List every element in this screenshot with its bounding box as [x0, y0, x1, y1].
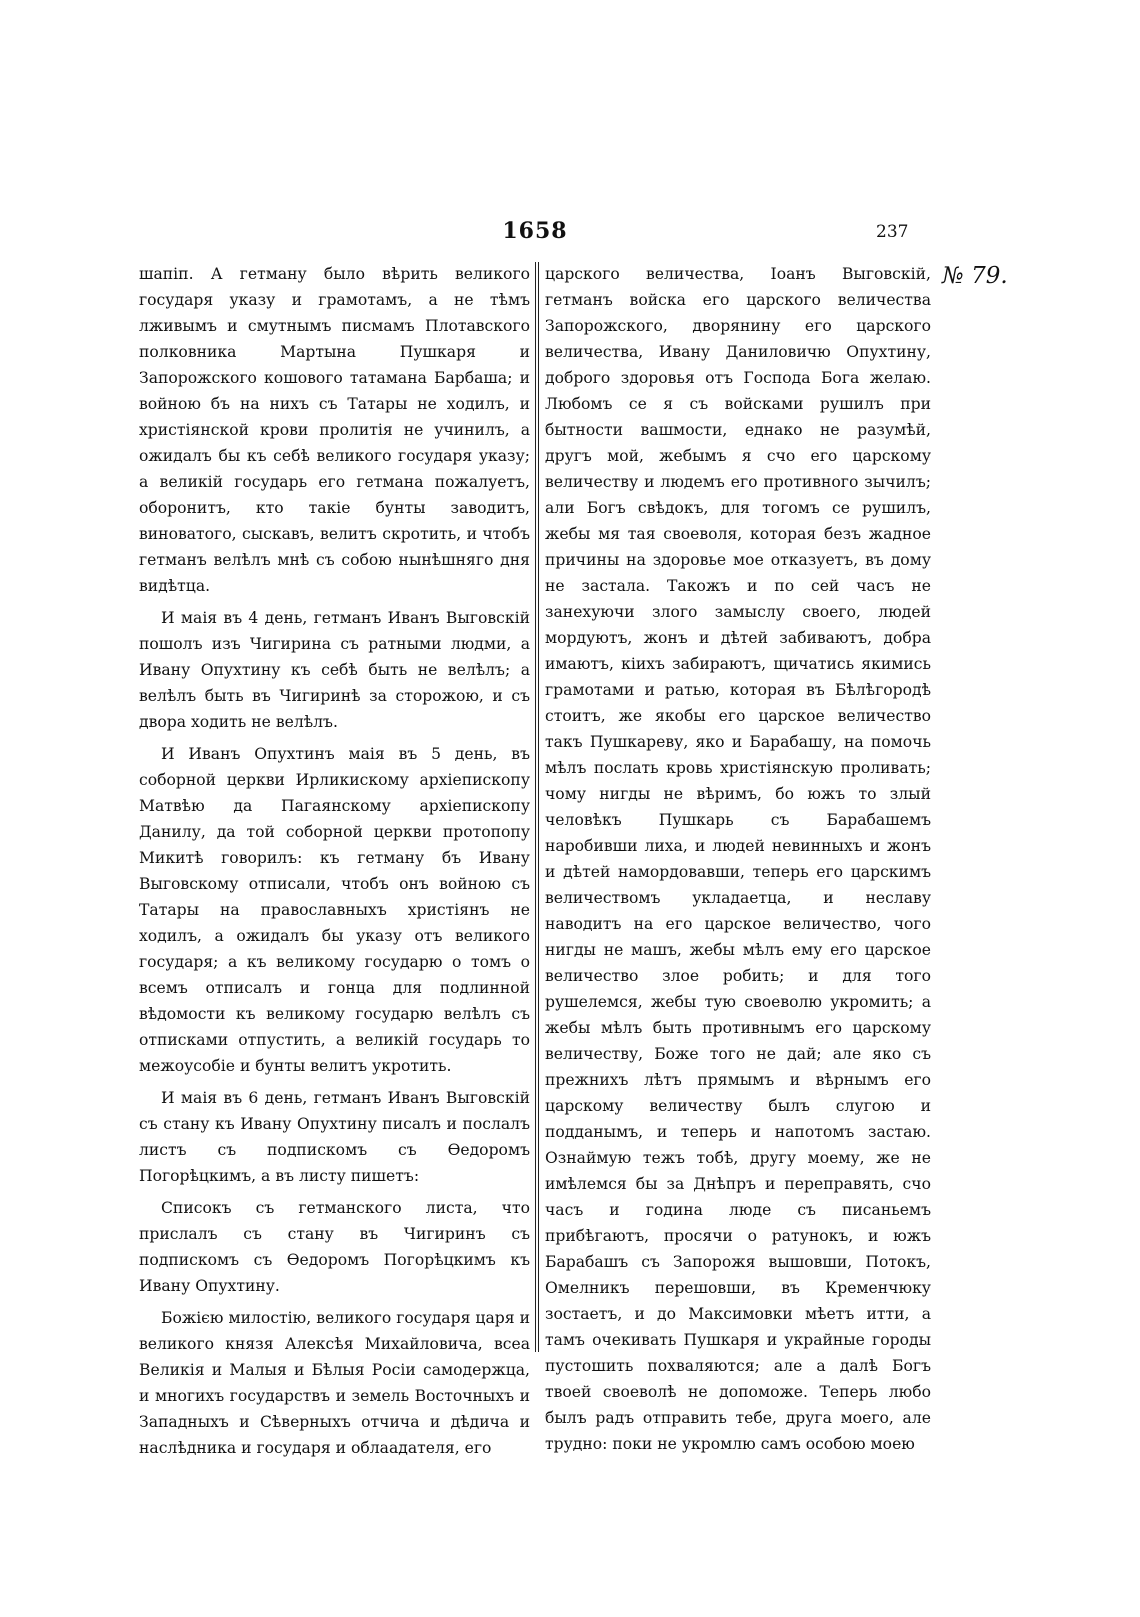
- paragraph-left-6: Божією милостію, великого государя царя и великого князя Алексѣя Михайловича, всеа Великія и Малыя и Бѣлыя Росіи самодержца, и многихъ государствъ и земель Восточныхъ и Западныхъ и Сѣверныхъ отчича и дѣдича и наслѣдника и государя и облаадателя, его: [139, 1309, 530, 1457]
- paragraph-left-2: И маія въ 4 день, гетманъ Иванъ Выговскій пошолъ изъ Чигирина съ ратными людми, а Ивану Опухтину къ себѣ быть не велѣлъ; а велѣлъ быть въ Чигиринѣ за сторожою, и съ двора ходить не велѣлъ.: [139, 609, 530, 731]
- right-text-column: [545, 261, 931, 1457]
- document-number-margin-note: № 79.: [942, 263, 1008, 289]
- divider-end-mask: [530, 1352, 544, 1617]
- page-number: 237: [876, 222, 909, 242]
- running-head-year: 1658: [502, 218, 568, 244]
- paragraph-left-3: И Иванъ Опухтинъ маія въ 5 день, въ соборной церкви Ирликискому архіепископу Матвѣю да Пагаянскому архіепископу Данилу, да той соборной церкви протопопу Микитѣ говорилъ: къ гетману бъ Ивану Выговскому отписали, чтобъ онъ войною съ Татары на православныхъ христіянъ не ходилъ, а ожидалъ бы указу отъ великого государя; а къ великому государю о томъ о всемъ отписалъ и гонца для подлинной вѣдомости къ великому государю велѣлъ съ отписками отпустить, а великій государь то межоусобіе и бунты велитъ укротить.: [139, 745, 530, 1075]
- document-heading: Списокъ съ гетманского листа, что прислалъ съ стану въ Чигиринъ съ подпискомъ съ Өедоромъ Погорѣцкимъ къ Ивану Опухтину.: [139, 1199, 530, 1295]
- paragraph-right-1: царского величества, Іоанъ Выговскій, гетманъ войска его царского величества Запорожского, дворянину его царского величества, Ивану Даниловичю Опухтину, доброго здоровья отъ Господа Бога желаю. Любомъ се я съ войсками рушилъ при бытности вашмости, еднако не разумѣй, другъ мой, жебымъ я счо его царскому величеству и людемъ его противного зычилъ; али Богъ свѣдокъ, для тогомъ се рушилъ, жебы мя тая своеволя, которая безъ жадное причины на здоровье мое отказуетъ, въ дому не застала. Такожъ и по сей часъ не занехуючи злого замыслу своего, людей мордуютъ, жонъ и дѣтей забиваютъ, добра имаютъ, кіихъ забираютъ, щичатись якимись грамотами и ратью, которая въ Бѣлѣгородѣ стоитъ, же якобы его царское величество такъ Пушкареву, яко и Барабашу, на помочь мѣлъ послать кровь христіянскую проливать; чому нигды не вѣримъ, бо южъ то злый человѣкъ Пушкарь съ Барабашемъ наробивши лиха, и людей невинныхъ и жонъ и дѣтей намордовавши, теперь его царскимъ величествомъ укладаетца, и неславу наводитъ на его царское величество, чого нигды не машъ, жебы мѣлъ ему его царское величество злое робить; и для того рушелемся, жебы тую своеволю укромить; а жебы мѣлъ быть противнымъ его царскому величеству, Боже того не дай; але яко съ прежнихъ лѣтъ прямымъ и вѣрнымъ его царскому величеству былъ слугою и подданымъ, и теперь и напотомъ застаю. Ознаймую тежъ тобѣ, другу моему, же не имѣлемся бы за Днѣпръ и переправять, счо часъ и година люде съ писаньемъ прибѣгаютъ, просячи о ратунокъ, и южъ Барабашъ съ Запорожя вышовши, Потокъ, Омелникъ перешовши, въ Кременчюку зостаетъ, и до Максимовки мѣетъ итти, а тамъ очекивать Пушкаря и украйные городы пустошить похваляются; але а далѣ Богъ твоей своеволѣ не допоможе. Теперь любо былъ радъ отправить тебе, друга моего, але трудно: поки не укромлю самъ особою моею: [545, 265, 931, 1453]
- paragraph-left-1: шапіп. А гетману было вѣрить великого государя указу и грамотамъ, а не тѣмъ лживымъ и смутнымъ писмамъ Плотавского полковника Мартына Пушкаря и Запорожского кошового татамана Барбаша; и войною бъ на нихъ съ Татары не ходилъ, и христіянской крови пролитія не учинилъ, а ожидалъ бы къ себѣ великого государя указу; а великій государь его гетмана пожалуетъ, оборонитъ, кто такіе бунты заводитъ, виноватого, сыскавъ, велитъ скротить, и чтобъ гетманъ велѣлъ мнѣ съ собою нынѣшняго дня видѣтца.: [139, 265, 530, 595]
- paragraph-left-4: И маія въ 6 день, гетманъ Иванъ Выговскій съ стану къ Ивану Опухтину писалъ и послалъ листъ съ подпискомъ съ Өедоромъ Погорѣцкимъ, а въ листу пишетъ:: [139, 1089, 530, 1185]
- left-text-column: [139, 261, 530, 1461]
